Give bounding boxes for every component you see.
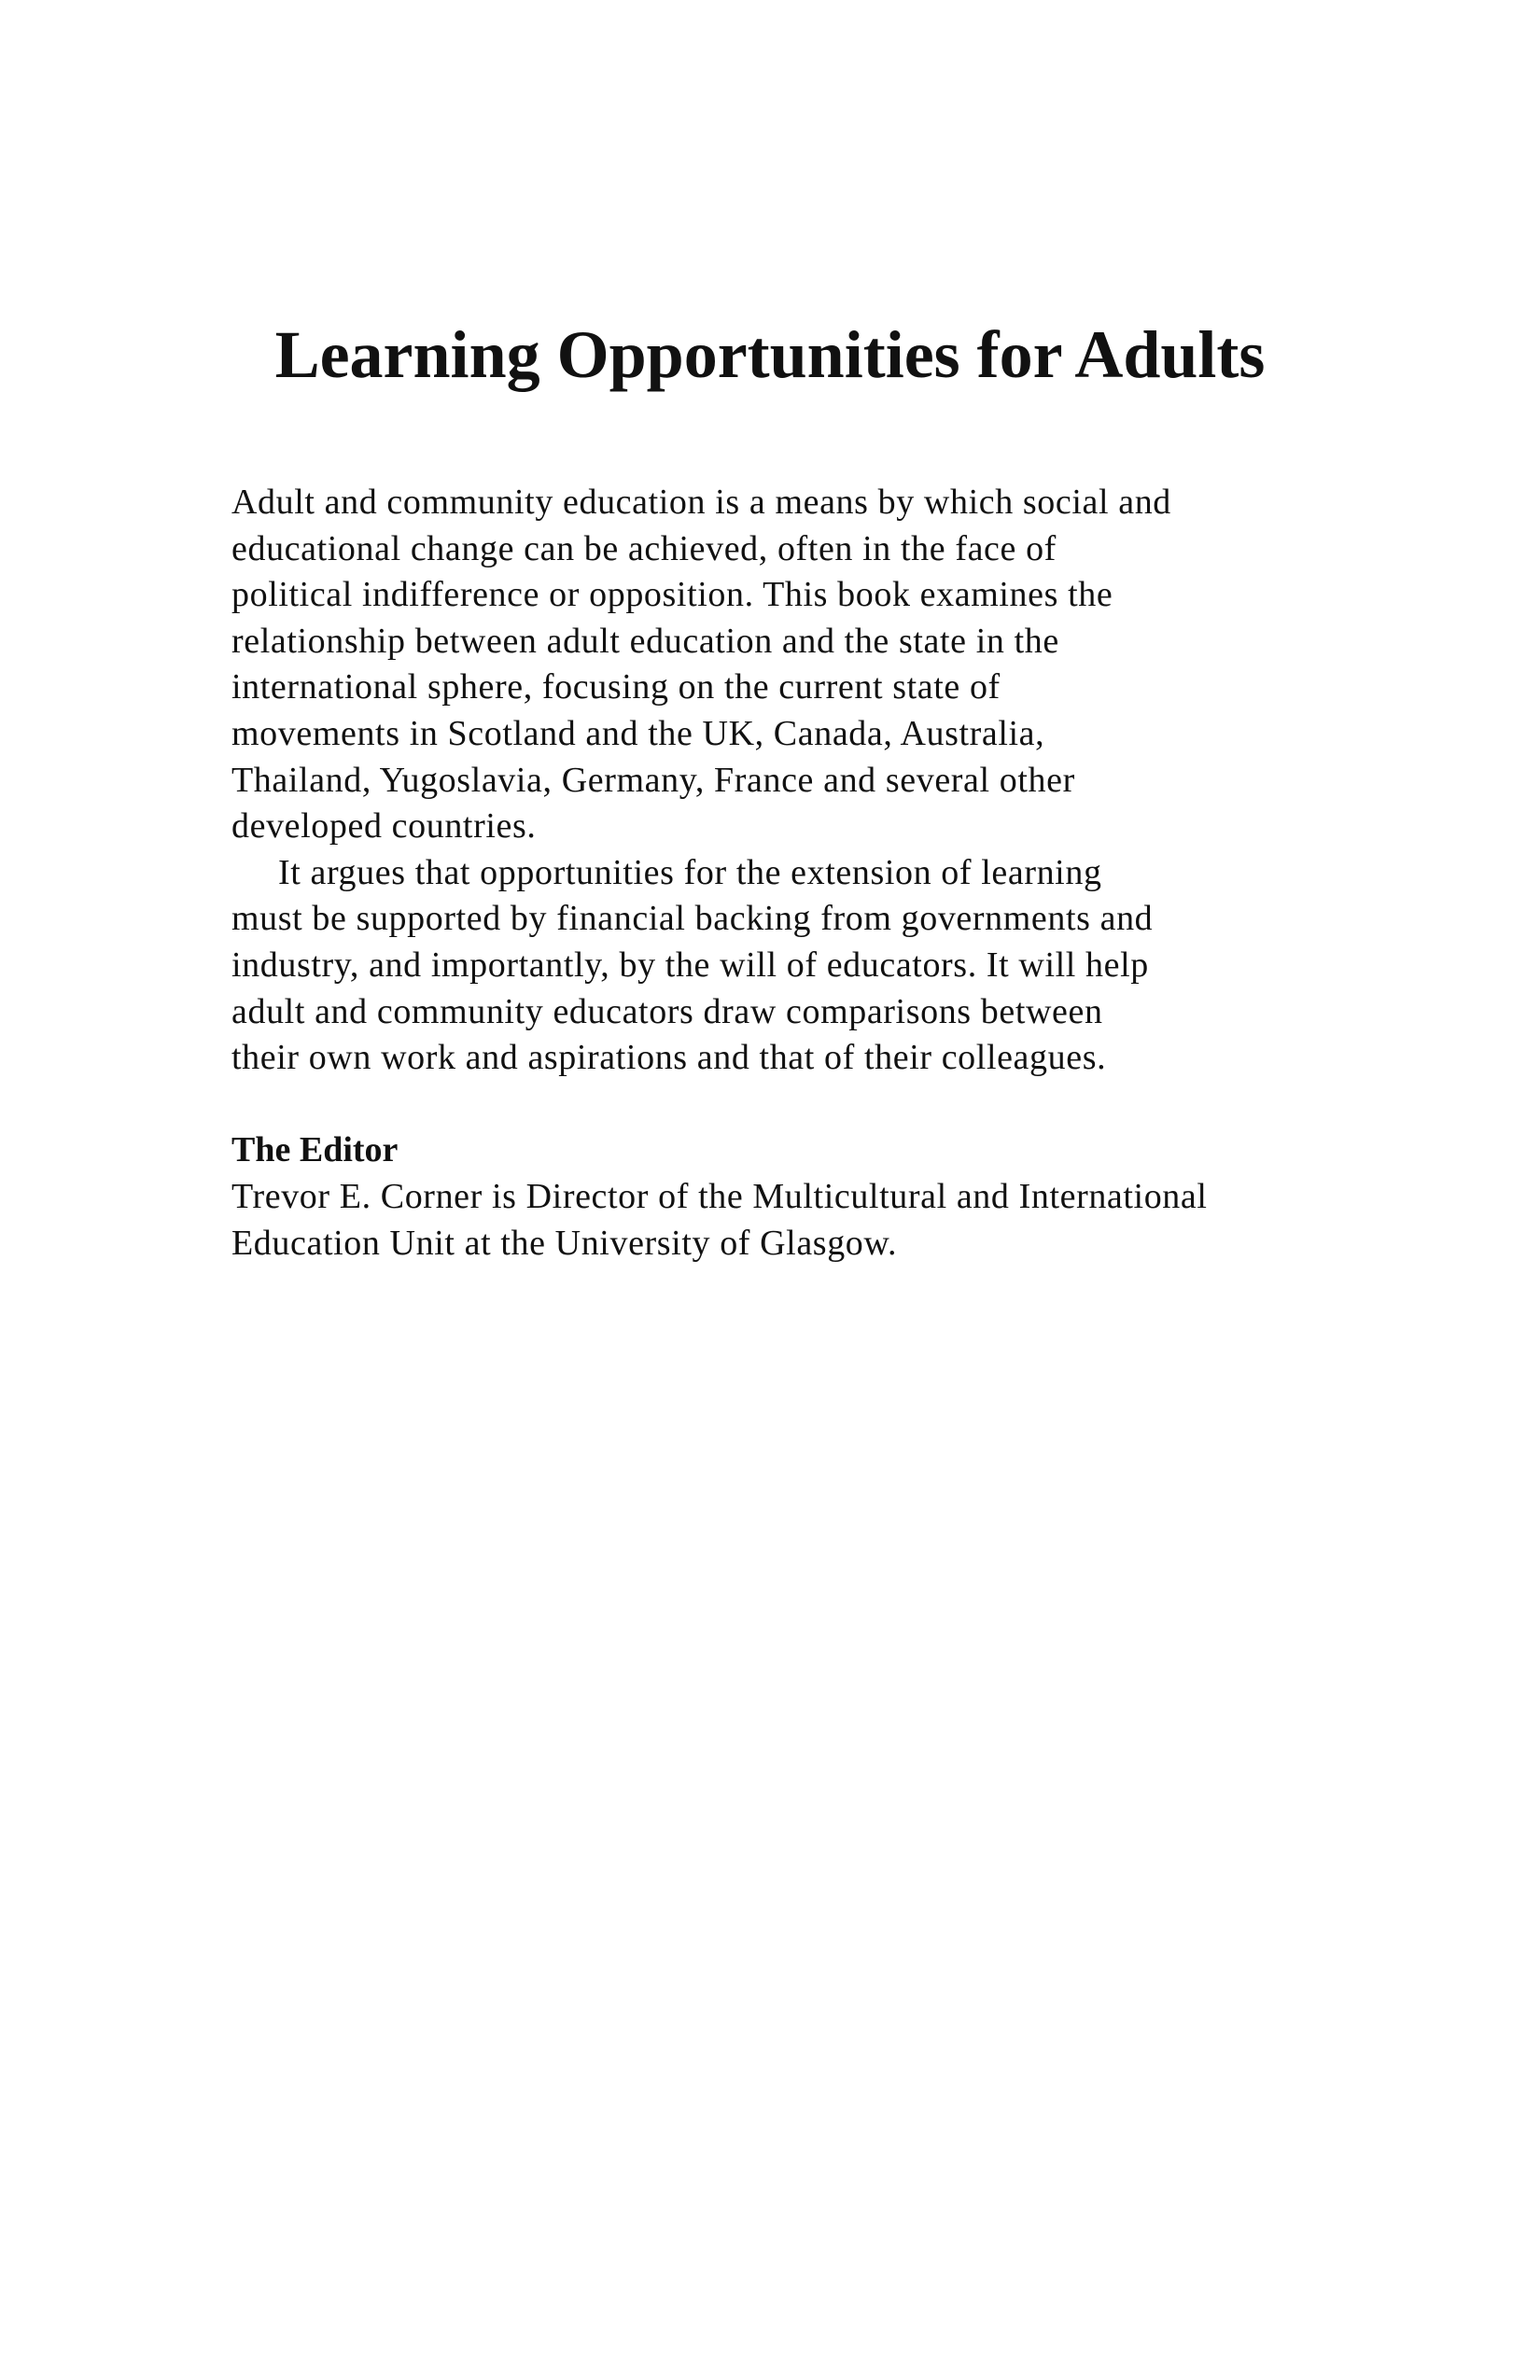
text-line: their own work and aspirations and that of their colleagues. [231, 1038, 1107, 1078]
text-line: developed countries. [231, 806, 537, 847]
text-line: It argues that opportunities for the extension of learning [278, 852, 1102, 892]
text-line: must be supported by financial backing from governments and [231, 899, 1154, 939]
text-line: Education Unit at the University of Glasgow. [231, 1223, 898, 1263]
text-line: relationship between adult education and the state in the [231, 621, 1059, 661]
text-line: movements in Scotland and the UK, Canada, Australia, [231, 713, 1045, 753]
text-line: Adult and community education is a means by which social and [231, 483, 1171, 522]
text-line: adult and community educators draw comparisons between [231, 991, 1103, 1031]
editor-heading: The Editor [231, 1130, 399, 1170]
text-line: political indifference or opposition. This book examines the [231, 575, 1113, 615]
description-paragraph-1 [231, 480, 1305, 850]
text-line: industry, and importantly, by the will of educators. It will help [231, 945, 1149, 985]
page-title: Learning Opportunities for Adults [274, 317, 1266, 392]
text-line: Trevor E. Corner is Director of the Multicultural and International [231, 1176, 1208, 1216]
description-block [231, 480, 1305, 1267]
editor-bio [231, 1174, 1305, 1267]
text-line: international sphere, focusing on the current state of [231, 667, 1001, 707]
description-paragraph-2 [231, 850, 1305, 1082]
text-line: Thailand, Yugoslavia, Germany, France and several other [231, 760, 1075, 800]
text-line: educational change can be achieved, often in the face of [231, 528, 1057, 568]
